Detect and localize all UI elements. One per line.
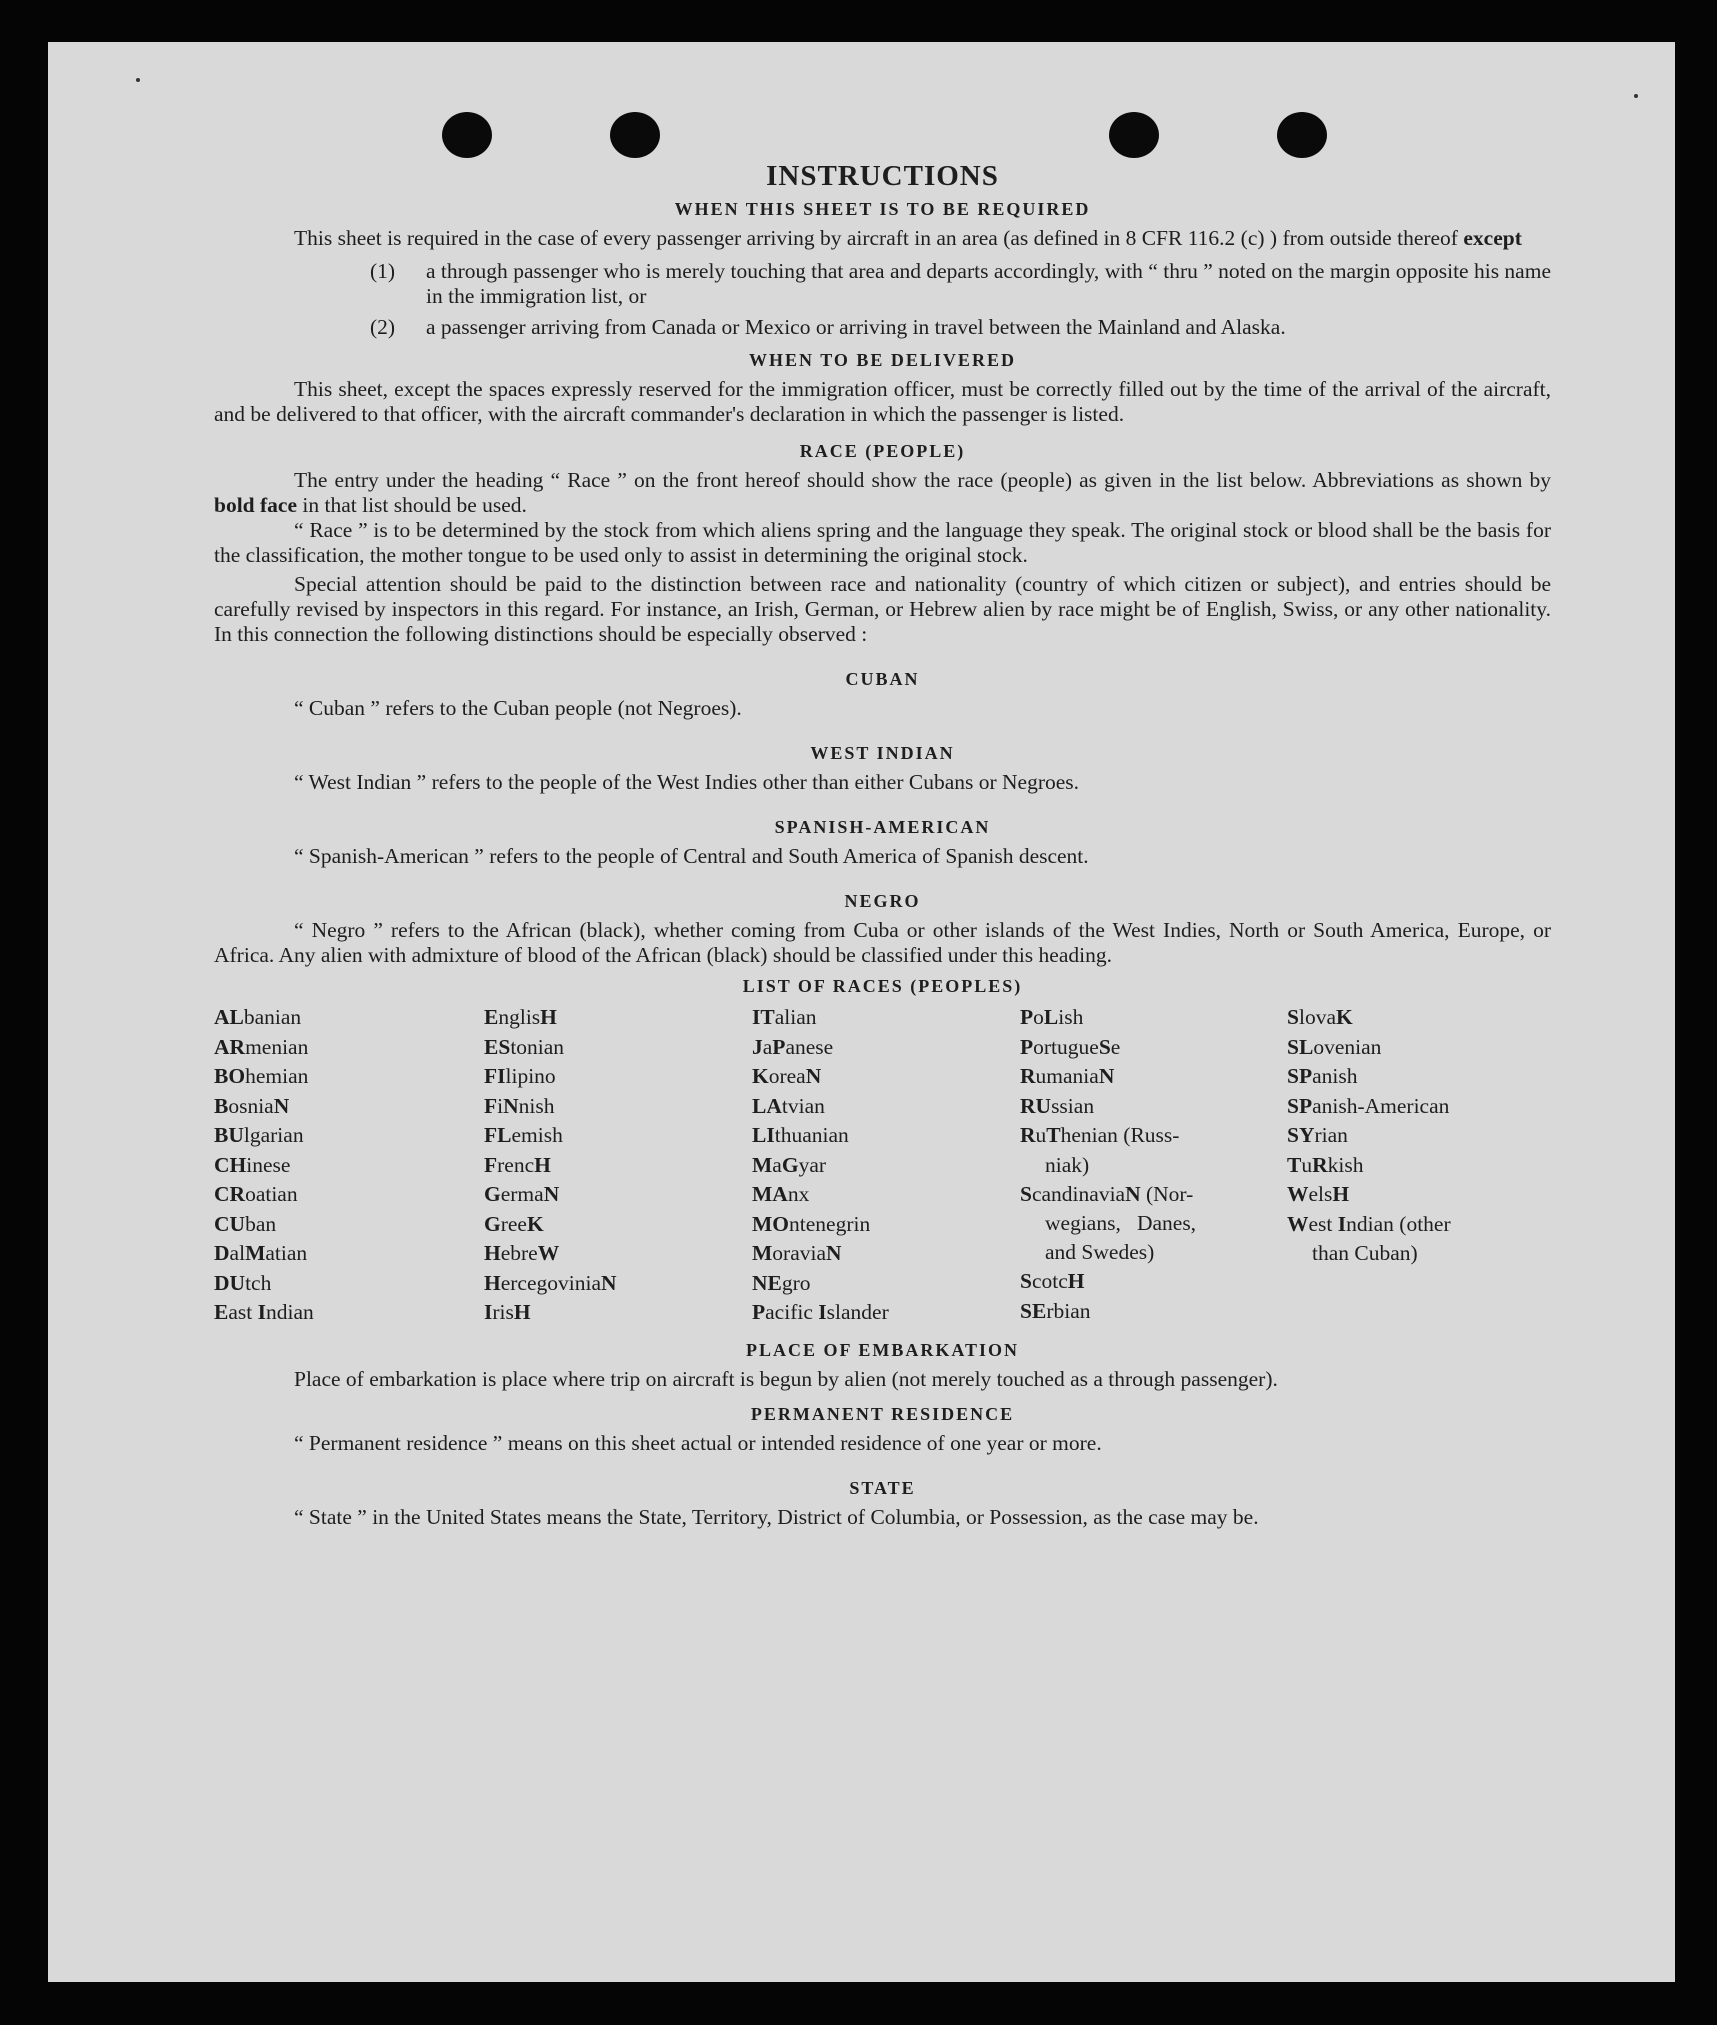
- race-text: u: [1035, 1123, 1047, 1147]
- race-abbreviation: H: [484, 1241, 501, 1265]
- race-entry: [484, 1269, 752, 1299]
- race-abbreviation: CR: [214, 1182, 246, 1206]
- race-abbreviation: RU: [1020, 1093, 1052, 1118]
- race-text: ovenian: [1313, 1034, 1382, 1059]
- race-abbreviation: N: [273, 1093, 290, 1118]
- race-abbreviation: J: [752, 1034, 763, 1059]
- race-abbreviation: W: [1287, 1182, 1309, 1206]
- race-text: henian (Russ-: [1060, 1123, 1180, 1147]
- race-bold: bold face: [214, 493, 298, 517]
- race-text: erma: [500, 1182, 544, 1206]
- race-text: orea: [768, 1064, 806, 1088]
- race-entry: [1020, 1267, 1287, 1297]
- permanent-residence-text: “ Permanent residence ” means on this sheet actual or intended residence of one year or more.: [294, 1430, 1102, 1455]
- race-entry: [214, 1180, 484, 1210]
- race-entry: [214, 1239, 484, 1269]
- race-text: lgarian: [243, 1123, 304, 1147]
- race-text: e: [1110, 1034, 1121, 1059]
- race-entry: [214, 1062, 484, 1092]
- race-abbreviation: AL: [214, 1005, 244, 1029]
- race-text: emish: [511, 1123, 563, 1147]
- race-text: in that list should be used.: [302, 493, 527, 517]
- race-entry: [214, 1092, 484, 1122]
- race-abbreviation: R: [1312, 1152, 1328, 1177]
- section-heading-permanent-residence: PERMANENT RESIDENCE: [750, 1403, 1015, 1424]
- exception-item-1: [370, 259, 1551, 309]
- race-text: ban: [245, 1211, 277, 1236]
- race-abbreviation: N: [1125, 1181, 1141, 1206]
- spanish-american-text: “ Spanish-American ” refers to the people of Central and South America of Spanish descent.: [294, 844, 1089, 868]
- race-abbreviation: N: [805, 1064, 822, 1088]
- cuban-text: “ Cuban ” refers to the Cuban people (not Negroes).: [294, 696, 742, 720]
- race-text: anish: [1312, 1064, 1358, 1088]
- race-entry: [484, 1092, 752, 1122]
- races-column: [1020, 1003, 1287, 1328]
- race-text: ndian (other: [1346, 1211, 1451, 1236]
- race-abbreviation: BU: [214, 1123, 244, 1147]
- race-abbreviation: CU: [214, 1211, 246, 1236]
- race-abbreviation: S: [1020, 1181, 1032, 1206]
- race-entry: [752, 1151, 1020, 1181]
- race-abbreviation: I: [818, 1300, 827, 1324]
- race-abbreviation: M: [752, 1152, 773, 1177]
- race-text: thuanian: [774, 1123, 849, 1147]
- race-abbreviation: K: [752, 1064, 769, 1088]
- race-text: els: [1308, 1182, 1333, 1206]
- item-number: (2): [370, 315, 396, 339]
- race-abbreviation: E: [484, 1005, 499, 1029]
- race-entry: [1287, 1151, 1551, 1181]
- race-entry: [214, 1121, 484, 1151]
- races-column: [214, 1003, 484, 1328]
- race-entry: [1287, 1033, 1551, 1063]
- race-abbreviation: I: [1337, 1211, 1347, 1236]
- race-text: nglis: [498, 1005, 541, 1029]
- race-entry: [214, 1151, 484, 1181]
- intro-text: This sheet is required in the case of every passenger arriving by aircraft in an area (as defined in 8 CFR 116.2 (c) ) from outside thereof: [294, 226, 1458, 250]
- race-text: menian: [245, 1034, 309, 1059]
- section-heading-when-delivered: WHEN TO BE DELIVERED: [749, 350, 1016, 370]
- race-abbreviation: K: [526, 1211, 544, 1236]
- race-abbreviation: N: [826, 1241, 842, 1265]
- race-abbreviation: R: [1020, 1123, 1036, 1147]
- race-entry: [484, 1239, 752, 1269]
- race-abbreviation: T: [1046, 1123, 1061, 1147]
- race-text: tonian: [510, 1034, 565, 1059]
- race-entry: [1287, 1239, 1551, 1268]
- race-abbreviation: F: [484, 1093, 498, 1118]
- race-entry: [1020, 1092, 1287, 1122]
- race-text: inese: [246, 1152, 291, 1177]
- race-entry: [752, 1003, 1020, 1033]
- race-entry: [1020, 1180, 1287, 1210]
- race-entry: [1287, 1003, 1551, 1033]
- race-text: ish: [1058, 1005, 1084, 1029]
- race-text: ndian: [265, 1300, 314, 1324]
- race-text: cotc: [1031, 1269, 1068, 1293]
- race-text: ortugue: [1033, 1034, 1099, 1059]
- negro-text: “ Negro ” refers to the African (black), whether coming from Cuba or other islands of the West Indies, North or South America, Europe, or Africa. Any alien with admixture of blood of the African (black) should be classified under this heading.: [214, 918, 1551, 967]
- west-indian-text: “ West Indian ” refers to the people of the West Indies other than either Cubans or Negroes.: [294, 770, 1080, 794]
- race-entry: [214, 1033, 484, 1063]
- race-text: u: [1301, 1152, 1313, 1177]
- race-abbreviation: H: [1067, 1269, 1085, 1293]
- race-text: o: [1033, 1005, 1044, 1029]
- race-entry: [1287, 1062, 1551, 1092]
- race-abbreviation: N: [543, 1182, 560, 1206]
- race-entry: [752, 1121, 1020, 1151]
- race-text: wegians, Danes,: [1045, 1211, 1197, 1235]
- race-text: tch: [245, 1270, 272, 1295]
- race-entry: [1020, 1121, 1287, 1151]
- race-abbreviation: N: [503, 1093, 519, 1118]
- race-abbreviation: S: [1287, 1005, 1299, 1029]
- race-abbreviation: M: [752, 1241, 773, 1265]
- race-entry: [1287, 1121, 1551, 1151]
- race-text: ntenegrin: [789, 1211, 871, 1236]
- when-required-intro: [214, 226, 1551, 251]
- section-heading-cuban: CUBAN: [845, 669, 920, 689]
- race-text: acific: [765, 1300, 819, 1324]
- race-abbreviation: LA: [752, 1093, 782, 1118]
- race-text: candinavia: [1031, 1181, 1126, 1206]
- race-text: (Nor-: [1140, 1181, 1194, 1206]
- race-text: lipino: [505, 1064, 556, 1088]
- race-entry: [214, 1269, 484, 1299]
- section-heading-race: RACE (PEOPLE): [799, 441, 966, 461]
- list-of-races-heading: LIST OF RACES (PEOPLES): [742, 976, 1023, 996]
- race-entry: [752, 1239, 1020, 1269]
- races-column: [1287, 1003, 1551, 1328]
- race-abbreviation: NE: [752, 1270, 782, 1295]
- section-heading-west-indian: WEST INDIAN: [810, 743, 955, 763]
- page-title: INSTRUCTIONS: [766, 160, 999, 192]
- race-text: a: [762, 1034, 773, 1059]
- item-text: a through passenger who is merely touching that area and departs accordingly, with “ thru ” noted on the margin opposite his name in the immigration list, or: [426, 259, 1551, 308]
- document-sheet: [48, 42, 1675, 1982]
- race-text: ast: [228, 1300, 258, 1324]
- race-text: slander: [826, 1300, 889, 1324]
- race-entry: [214, 1210, 484, 1240]
- race-abbreviation: H: [540, 1005, 557, 1029]
- race-entry: [214, 1003, 484, 1033]
- race-text: nx: [787, 1182, 810, 1206]
- race-text: ris: [492, 1300, 514, 1324]
- race-entry: [1020, 1003, 1287, 1033]
- race-text: hemian: [245, 1064, 309, 1088]
- section-heading-embarkation: PLACE OF EMBARKATION: [745, 1339, 1019, 1360]
- race-abbreviation: B: [214, 1093, 229, 1118]
- speck: [1634, 94, 1638, 98]
- race-text: and Swedes): [1045, 1240, 1155, 1264]
- race-abbreviation: LI: [752, 1123, 775, 1147]
- race-abbreviation: M: [245, 1241, 266, 1265]
- intro-bold: except: [1463, 226, 1522, 250]
- race-abbreviation: W: [537, 1241, 560, 1265]
- race-abbreviation: H: [1332, 1182, 1350, 1206]
- race-text: anish-American: [1312, 1093, 1450, 1118]
- race-entry: [1020, 1297, 1287, 1327]
- race-text: osnia: [228, 1093, 274, 1118]
- race-entry: [752, 1180, 1020, 1210]
- race-entry: [1020, 1033, 1287, 1063]
- race-paragraph-3: Special attention should be paid to the distinction between race and nationality (country of which citizen or subject), and entries should be carefully revised by inspectors in this regard. For instance, an Irish, German, or Hebrew alien by race might be of English, Swiss, or any other nationality. In this connection the following distinctions should be especially observed :: [214, 572, 1551, 646]
- race-entry: [752, 1092, 1020, 1122]
- race-abbreviation: ES: [484, 1034, 511, 1059]
- race-entry: [1287, 1092, 1551, 1122]
- race-text: lova: [1298, 1005, 1336, 1029]
- race-text: rian: [1314, 1123, 1348, 1147]
- race-abbreviation: FI: [484, 1064, 506, 1088]
- race-text: banian: [243, 1005, 302, 1029]
- race-entry: [752, 1210, 1020, 1240]
- section-heading-negro: NEGRO: [844, 891, 921, 911]
- punch-hole: [610, 112, 660, 158]
- race-abbreviation: S: [1098, 1034, 1111, 1059]
- race-text: oravia: [772, 1241, 827, 1265]
- race-text: atian: [265, 1241, 308, 1265]
- race-text: than Cuban): [1312, 1241, 1418, 1265]
- race-abbreviation: K: [1336, 1005, 1353, 1029]
- section-heading-state: STATE: [849, 1477, 916, 1498]
- race-entry: [484, 1062, 752, 1092]
- race-text: est: [1308, 1211, 1338, 1236]
- race-abbreviation: F: [484, 1152, 498, 1177]
- race-abbreviation: CH: [214, 1152, 247, 1177]
- race-abbreviation: G: [484, 1211, 501, 1236]
- race-abbreviation: E: [214, 1300, 229, 1324]
- race-text: ree: [500, 1211, 527, 1236]
- exception-item-2: [370, 315, 1551, 340]
- race-entry: [484, 1121, 752, 1151]
- race-entry: [484, 1033, 752, 1063]
- race-text: nish: [518, 1093, 555, 1118]
- race-abbreviation: SE: [1020, 1298, 1047, 1323]
- race-entry: [1020, 1238, 1287, 1267]
- race-text: i: [497, 1093, 504, 1118]
- embarkation-text: Place of embarkation is place where trip on aircraft is begun by alien (not merely touched as a through passenger).: [294, 1366, 1278, 1391]
- race-text: kish: [1327, 1152, 1364, 1177]
- race-text: oatian: [245, 1182, 298, 1206]
- race-text: renc: [497, 1152, 535, 1177]
- race-text: anese: [785, 1034, 834, 1059]
- when-delivered-text: This sheet, except the spaces expressly reserved for the immigration officer, must be correctly filled out by the time of the arrival of the aircraft, and be delivered to that officer, with the aircraft commander's declaration in which the passenger is listed.: [214, 377, 1551, 426]
- race-abbreviation: P: [752, 1300, 766, 1324]
- race-abbreviation: S: [1020, 1269, 1032, 1293]
- race-entry: [214, 1298, 484, 1328]
- race-abbreviation: SP: [1287, 1093, 1313, 1118]
- race-text: niak): [1045, 1152, 1090, 1177]
- race-entry: [484, 1210, 752, 1240]
- race-paragraph-1: [214, 468, 1551, 518]
- instructions-content: [214, 160, 1551, 1530]
- race-entry: [1020, 1062, 1287, 1092]
- race-entry: [752, 1062, 1020, 1092]
- race-abbreviation: I: [257, 1300, 266, 1324]
- race-text: ssian: [1051, 1093, 1095, 1118]
- race-abbreviation: AR: [214, 1034, 246, 1059]
- race-abbreviation: L: [1043, 1005, 1059, 1029]
- race-text: gro: [781, 1270, 811, 1295]
- race-text: tvian: [781, 1093, 825, 1118]
- race-abbreviation: G: [484, 1182, 501, 1206]
- race-entry: [484, 1151, 752, 1181]
- race-entry: [752, 1033, 1020, 1063]
- race-abbreviation: T: [1287, 1152, 1302, 1177]
- races-column: [752, 1003, 1020, 1328]
- race-abbreviation: N: [601, 1270, 617, 1295]
- race-abbreviation: W: [1287, 1211, 1309, 1236]
- race-text: yar: [798, 1152, 827, 1177]
- state-text: “ State ” in the United States means the State, Territory, District of Columbia, or Possession, as the case may be.: [294, 1504, 1259, 1529]
- section-heading-when-required: WHEN THIS SHEET IS TO BE REQUIRED: [674, 199, 1091, 219]
- race-text: alian: [774, 1005, 817, 1029]
- race-abbreviation: MO: [752, 1211, 790, 1236]
- race-abbreviation: SY: [1287, 1123, 1315, 1147]
- race-abbreviation: SL: [1287, 1034, 1314, 1059]
- race-entry: [484, 1003, 752, 1033]
- race-abbreviation: I: [484, 1300, 493, 1324]
- race-abbreviation: H: [484, 1270, 501, 1295]
- race-text: rbian: [1046, 1298, 1091, 1323]
- race-abbreviation: R: [1020, 1064, 1036, 1088]
- race-text: al: [229, 1241, 246, 1265]
- race-abbreviation: D: [214, 1241, 230, 1265]
- race-entry: [752, 1269, 1020, 1299]
- race-abbreviation: MA: [752, 1182, 788, 1206]
- item-number: (1): [370, 259, 396, 283]
- race-text: a: [772, 1152, 782, 1177]
- race-entry: [1020, 1209, 1287, 1238]
- race-abbreviation: P: [772, 1034, 786, 1059]
- race-text: ebre: [500, 1241, 538, 1265]
- punch-hole: [1277, 112, 1327, 158]
- race-entry: [484, 1180, 752, 1210]
- race-abbreviation: BO: [214, 1064, 246, 1088]
- races-list: [214, 1003, 1551, 1328]
- race-abbreviation: P: [1020, 1005, 1034, 1029]
- races-column: [484, 1003, 752, 1328]
- race-abbreviation: DU: [214, 1270, 246, 1295]
- race-entry: [484, 1298, 752, 1328]
- race-entry: [1020, 1151, 1287, 1180]
- race-abbreviation: H: [534, 1152, 551, 1177]
- race-abbreviation: P: [1020, 1034, 1034, 1059]
- race-entry: [752, 1298, 1020, 1328]
- race-abbreviation: SP: [1287, 1064, 1313, 1088]
- punch-hole: [1109, 112, 1159, 158]
- race-abbreviation: IT: [752, 1005, 775, 1029]
- race-abbreviation: G: [781, 1152, 799, 1177]
- race-entry: [1287, 1210, 1551, 1240]
- race-abbreviation: FL: [484, 1123, 512, 1147]
- race-paragraph-2: “ Race ” is to be determined by the stock from which aliens spring and the language they speak. The original stock or blood shall be the basis for the classification, the mother tongue to be used only to assist in determining the original stock.: [214, 518, 1551, 567]
- race-abbreviation: H: [513, 1300, 531, 1324]
- race-text: umania: [1035, 1064, 1099, 1088]
- item-text: a passenger arriving from Canada or Mexico or arriving in travel between the Mainland and Alaska.: [426, 315, 1286, 339]
- race-text: The entry under the heading “ Race ” on the front hereof should show the race (people) as given in the list below. Abbreviations as shown by: [294, 468, 1551, 492]
- race-text: ercegovinia: [500, 1270, 602, 1295]
- speck: [136, 78, 140, 82]
- section-heading-spanish-american: SPANISH-AMERICAN: [774, 817, 991, 837]
- punch-hole: [442, 112, 492, 158]
- race-abbreviation: N: [1098, 1064, 1115, 1088]
- race-entry: [1287, 1180, 1551, 1210]
